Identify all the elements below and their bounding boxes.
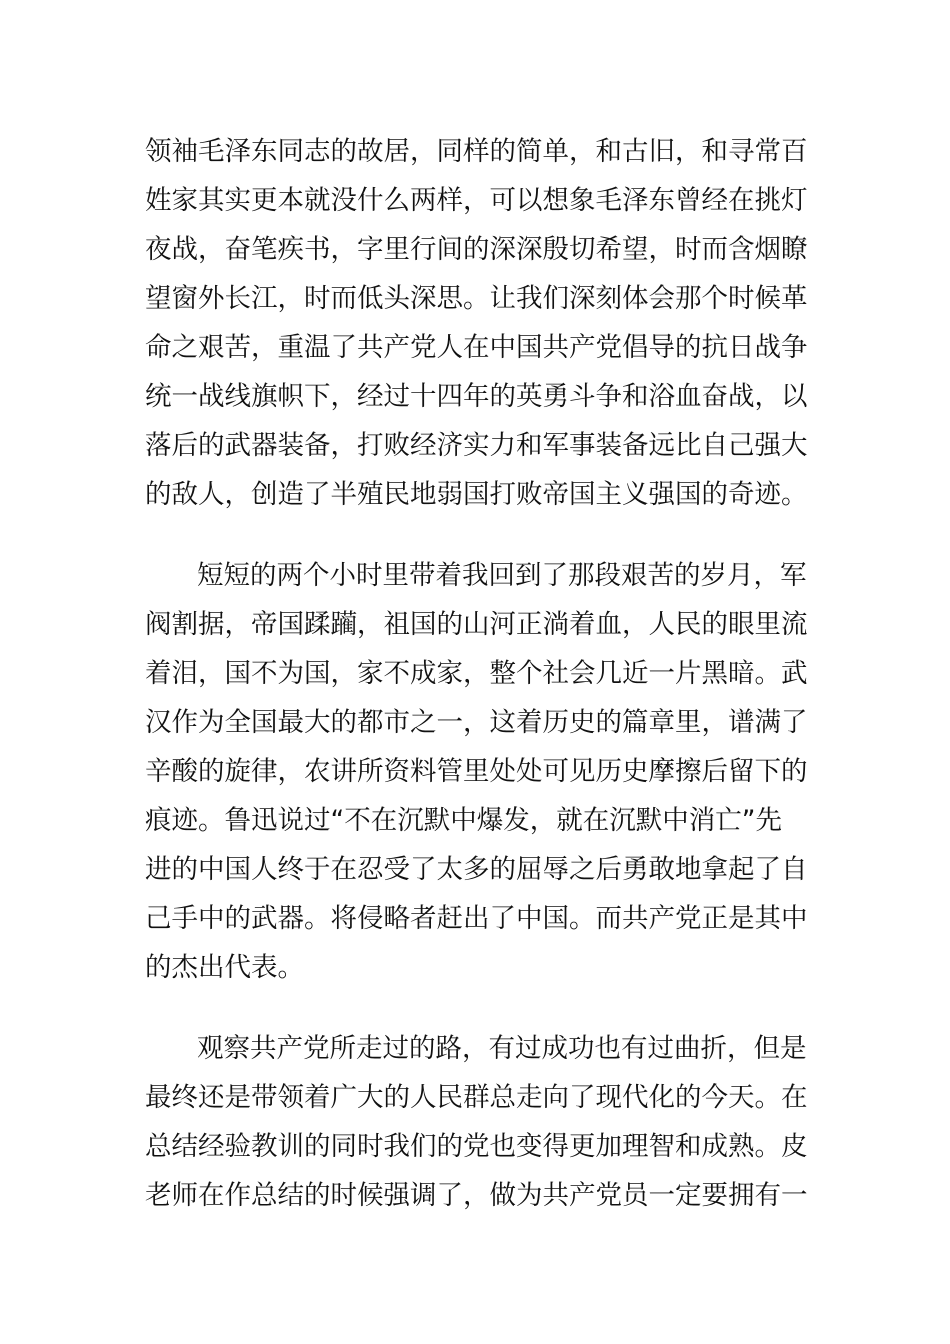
text-line: 领袖毛泽东同志的故居，同样的简单，和古旧，和寻常百	[145, 136, 808, 167]
text-line: 的杰出代表。	[145, 952, 304, 983]
text-line: 汉作为全国最大的都市之一，这着历史的篇章里，谱满了	[145, 707, 808, 738]
text-line: 辛酸的旋律，农讲所资料管里处处可见历史摩擦后留下的	[145, 756, 808, 787]
text-line: 着泪，国不为国，家不成家，整个社会几近一片黑暗。武	[145, 658, 808, 689]
text-line: 痕迹。鲁迅说过“不在沉默中爆发，就在沉默中消亡”先	[145, 805, 782, 836]
text-line-first-indented: 观察共产党所走过的路，有过成功也有过曲折，但是	[197, 1033, 807, 1064]
text-line: 姓家其实更本就没什么两样，可以想象毛泽东曾经在挑灯	[145, 185, 808, 216]
paragraph-3	[145, 1024, 810, 1220]
text-line: 进的中国人终于在忍受了太多的屈辱之后勇敢地拿起了自	[145, 854, 808, 885]
text-line: 统一战线旗帜下，经过十四年的英勇斗争和浴血奋战，以	[145, 381, 808, 412]
text-line: 命之艰苦，重温了共产党人在中国共产党倡导的抗日战争	[145, 332, 808, 363]
text-line: 夜战，奋笔疾书，字里行间的深深殷切希望，时而含烟瞭	[145, 234, 808, 265]
paragraph-2	[145, 551, 810, 992]
text-line: 望窗外长江，时而低头深思。让我们深刻体会那个时候革	[145, 283, 808, 314]
text-line: 落后的武器装备，打败经济实力和军事装备远比自己强大	[145, 430, 808, 461]
text-line: 总结经验教训的同时我们的党也变得更加理智和成熟。皮	[145, 1131, 808, 1162]
text-line: 的敌人，创造了半殖民地弱国打败帝国主义强国的奇迹。	[145, 479, 808, 510]
paragraph-1	[145, 127, 810, 519]
text-line: 老师在作总结的时候强调了，做为共产党员一定要拥有一	[145, 1180, 808, 1211]
text-line: 己手中的武器。将侵略者赶出了中国。而共产党正是其中	[145, 903, 808, 934]
text-line: 最终还是带领着广大的人民群总走向了现代化的今天。在	[145, 1082, 808, 1113]
text-line-first-indented: 短短的两个小时里带着我回到了那段艰苦的岁月，军	[197, 560, 807, 591]
text-line: 阀割据，帝国蹂躏，祖国的山河正淌着血，人民的眼里流	[145, 609, 808, 640]
